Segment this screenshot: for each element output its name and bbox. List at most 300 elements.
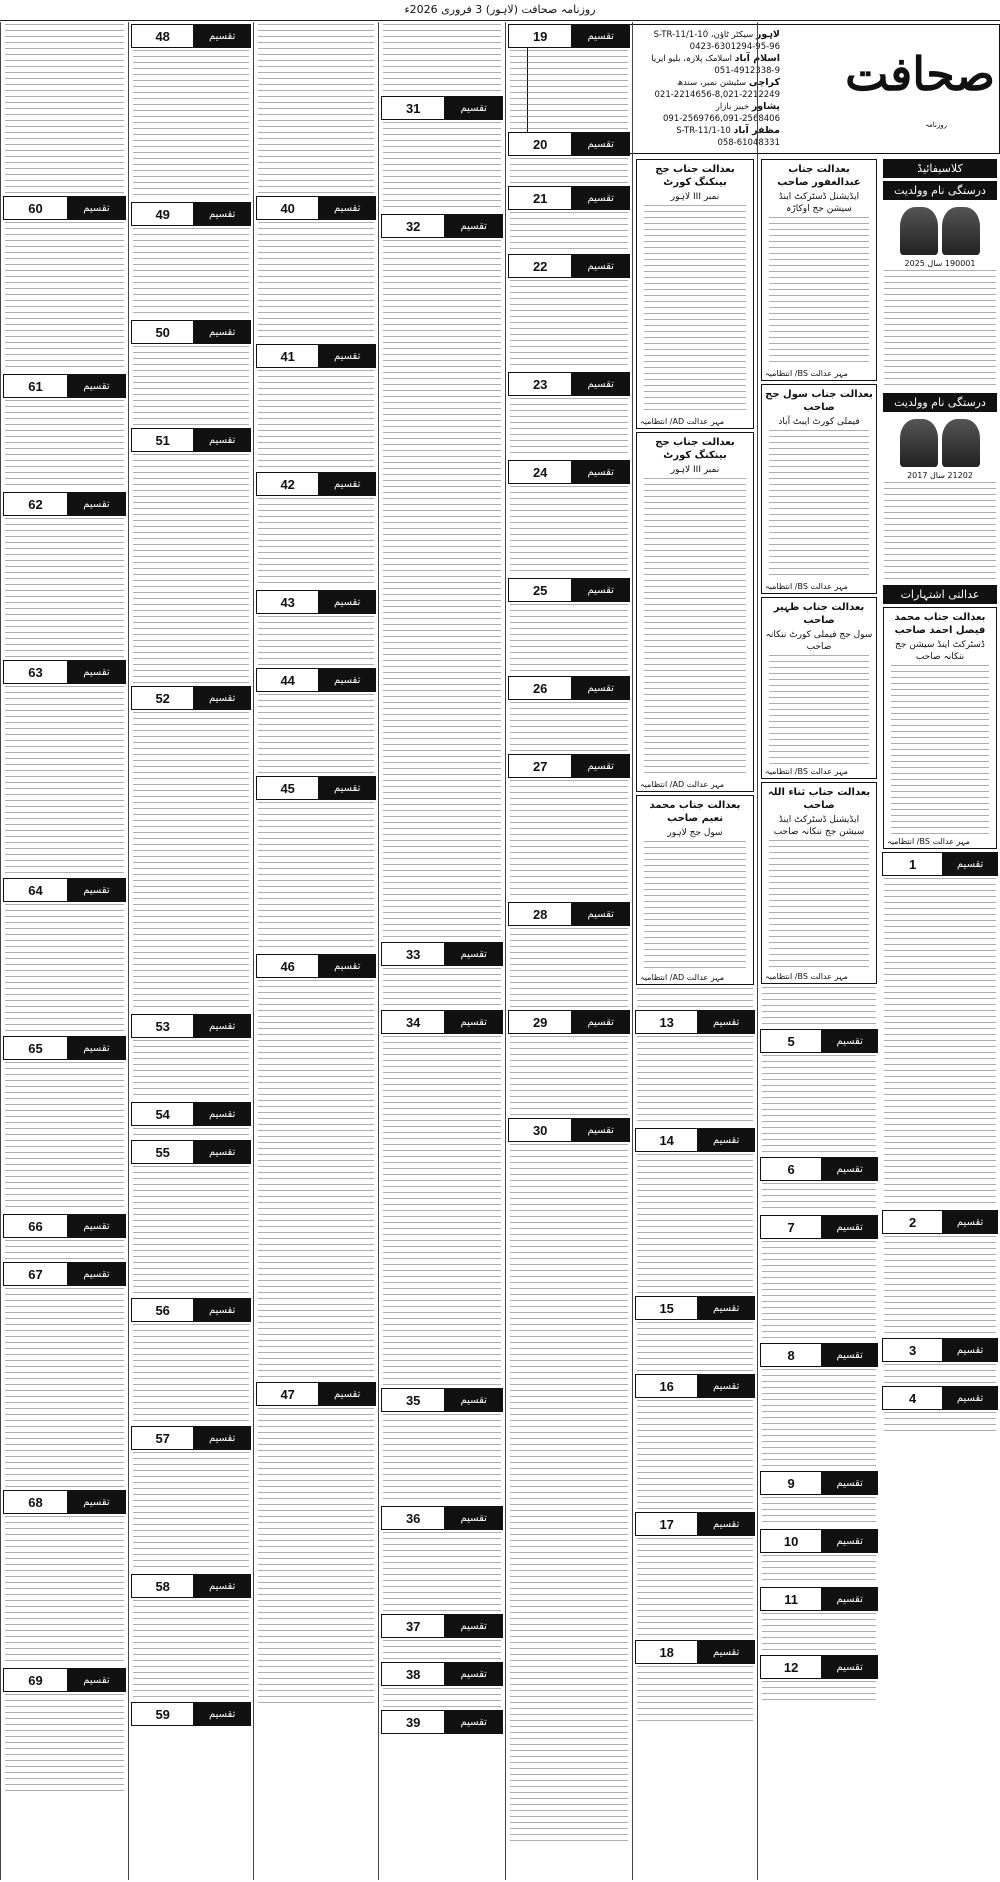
body-text: [884, 1236, 996, 1336]
item-number: 20: [509, 133, 572, 155]
court-ad-title: بعدالت جناب عبدالغفور صاحب: [777, 164, 861, 188]
item-number: 24: [509, 461, 572, 483]
item-tag: [508, 460, 630, 484]
court-ad: [761, 384, 877, 594]
item-number: 55: [132, 1141, 194, 1163]
body-text: [510, 1144, 628, 1844]
item-number: 18: [636, 1641, 698, 1663]
item-number: 27: [509, 755, 572, 777]
item-tag: [256, 776, 376, 800]
court-ad-title: بعدالت جناب محمد فیصل احمد صاحب: [894, 612, 986, 636]
item-tag: [256, 1382, 376, 1406]
body-text: [762, 1497, 876, 1527]
item-number: 36: [382, 1507, 445, 1529]
item-label: تقسیم: [572, 1011, 629, 1033]
item-label: تقسیم: [194, 429, 250, 451]
body-text: [133, 228, 249, 318]
item-tag: [131, 428, 251, 452]
body-text: [258, 498, 374, 588]
court-ad-title: بعدالت جناب محمد نعیم صاحب: [649, 800, 741, 824]
item-tag: [256, 590, 376, 614]
item-tag: [508, 132, 630, 156]
item-number: 69: [4, 1669, 68, 1691]
court-ad-subtitle: سول جج لاہور: [667, 828, 723, 838]
item-number: 52: [132, 687, 194, 709]
court-ad-signature: مہر عدالت AD/ انتظامیہ: [640, 780, 725, 789]
body-text: [383, 1640, 501, 1660]
body-text: [510, 604, 628, 674]
item-number: 47: [257, 1383, 319, 1405]
item-tag: [760, 1215, 878, 1239]
item-tag: [3, 492, 126, 516]
photo-pair-1: [880, 203, 1000, 259]
photo-caption-1: 190001 سال 2025: [904, 259, 976, 268]
item-tag: [381, 1710, 503, 1734]
item-tag: [760, 1655, 878, 1679]
item-label: تقسیم: [68, 1491, 125, 1513]
item-number: 51: [132, 429, 194, 451]
column-4: [505, 22, 632, 1880]
item-tag: [3, 1490, 126, 1514]
item-tag: [882, 852, 998, 876]
item-label: تقسیم: [822, 1216, 877, 1238]
item-number: 17: [636, 1513, 698, 1535]
item-tag: [635, 1128, 755, 1152]
item-label: تقسیم: [194, 1141, 250, 1163]
item-number: 10: [761, 1530, 822, 1552]
court-ad-subtitle: ایڈیشنل ڈسٹرکٹ اینڈ سیشن جج اوکاڑہ: [778, 192, 860, 214]
court-ad-signature: مہر عدالت BS/ انتظامیہ: [765, 582, 848, 591]
court-ad-subtitle: نمبر III لاہور: [670, 465, 720, 475]
column-7: [128, 22, 253, 1880]
item-label: تقسیم: [822, 1158, 877, 1180]
body-text: [5, 686, 124, 876]
body-text: [5, 518, 124, 658]
item-tag: [256, 472, 376, 496]
office-city: مظفر آباد: [733, 125, 780, 136]
body-text: [762, 1555, 876, 1585]
item-tag: [131, 686, 251, 710]
item-label: تقسیم: [445, 1011, 502, 1033]
item-tag: [381, 942, 503, 966]
court-ad-signature: مہر عدالت AD/ انتظامیہ: [640, 973, 725, 982]
office-line: 021-2214656-8,021-2212249: [654, 90, 780, 100]
item-label: تقسیم: [445, 215, 502, 237]
item-number: 12: [761, 1656, 822, 1678]
item-label: تقسیم: [572, 579, 629, 601]
item-number: 22: [509, 255, 572, 277]
item-tag: [131, 1426, 251, 1450]
item-label: تقسیم: [68, 1215, 125, 1237]
item-number: 53: [132, 1015, 194, 1037]
body-text: [5, 1694, 124, 1794]
body-text: [133, 346, 249, 426]
item-label: تقسیم: [194, 1575, 250, 1597]
item-number: 3: [883, 1339, 943, 1361]
court-ad-subtitle: ایڈیشنل ڈسٹرکٹ اینڈ سیشن جج ننکانہ صاحب: [773, 815, 865, 837]
item-tag: [635, 1640, 755, 1664]
body-text: [762, 1055, 876, 1155]
body-text: [258, 1408, 374, 1708]
item-tag: [131, 1102, 251, 1126]
item-number: 4: [883, 1387, 943, 1409]
item-number: 41: [257, 345, 319, 367]
item-number: 60: [4, 197, 68, 219]
body-text: [644, 478, 746, 778]
item-tag: [508, 754, 630, 778]
item-label: تقسیم: [445, 1507, 502, 1529]
body-text: [510, 398, 628, 458]
item-label: تقسیم: [822, 1656, 877, 1678]
office-line: خیبر بازار: [715, 102, 750, 112]
body-text: [884, 1412, 996, 1432]
court-ad-title: بعدالت جناب ثناء اللہ صاحب: [767, 787, 871, 811]
item-tag: [131, 1574, 251, 1598]
item-tag: [256, 954, 376, 978]
body-text: [5, 222, 124, 372]
item-number: 16: [636, 1375, 698, 1397]
item-tag: [131, 320, 251, 344]
item-tag: [3, 374, 126, 398]
item-label: تقسیم: [319, 955, 375, 977]
office-line: 10-S-TR-11/1: [676, 126, 731, 136]
body-text: [258, 694, 374, 774]
item-tag: [508, 1118, 630, 1142]
office-line: 058-61048331: [717, 138, 780, 148]
item-tag: [256, 344, 376, 368]
item-label: تقسیم: [68, 1263, 125, 1285]
office-line: سٹیشن نمبر، سندھ: [677, 78, 747, 88]
item-label: تقسیم: [319, 197, 375, 219]
body-text: [133, 1600, 249, 1700]
item-number: 38: [382, 1663, 445, 1685]
item-label: تقسیم: [68, 879, 125, 901]
item-label: تقسیم: [445, 1663, 502, 1685]
page-top-line: روزنامہ صحافت (لاہور) 3 فروری 2026ء: [0, 0, 1000, 21]
item-tag: [635, 1512, 755, 1536]
item-tag: [760, 1157, 878, 1181]
item-label: تقسیم: [822, 1030, 877, 1052]
item-tag: [131, 1140, 251, 1164]
item-label: تقسیم: [572, 903, 629, 925]
item-number: 32: [382, 215, 445, 237]
item-label: تقسیم: [319, 777, 375, 799]
item-label: تقسیم: [698, 1011, 754, 1033]
body-text: [383, 1036, 501, 1386]
item-tag: [381, 1010, 503, 1034]
court-ad: [636, 795, 754, 985]
body-text: [5, 400, 124, 490]
court-ad: [761, 597, 877, 779]
body-text: [133, 454, 249, 684]
item-label: تقسیم: [194, 1015, 250, 1037]
court-ad-title: بعدالت جناب جج بینکنگ کورٹ: [655, 164, 735, 188]
item-label: تقسیم: [822, 1588, 877, 1610]
item-label: تقسیم: [572, 373, 629, 395]
item-label: تقسیم: [943, 1339, 997, 1361]
body-text: [769, 430, 869, 580]
body-text: [383, 240, 501, 940]
body-text: [769, 217, 869, 367]
body-text: [884, 878, 996, 1208]
body-text: [510, 486, 628, 576]
item-number: 15: [636, 1297, 698, 1319]
item-tag: [131, 1298, 251, 1322]
item-number: 2: [883, 1211, 943, 1233]
item-label: تقسیم: [194, 25, 250, 47]
item-label: تقسیم: [698, 1513, 754, 1535]
item-label: تقسیم: [445, 1711, 502, 1733]
item-number: 29: [509, 1011, 572, 1033]
column-8: [0, 22, 128, 1880]
body-text: [891, 665, 989, 835]
item-label: تقسیم: [194, 1427, 250, 1449]
item-number: 40: [257, 197, 319, 219]
newspaper-logo: صحافت: [845, 47, 995, 101]
body-text: [510, 50, 628, 130]
item-label: تقسیم: [943, 1387, 997, 1409]
body-text: [644, 841, 746, 971]
item-label: تقسیم: [445, 1389, 502, 1411]
item-label: تقسیم: [572, 677, 629, 699]
office-city: کراچی: [748, 77, 780, 88]
body-text: [133, 712, 249, 1012]
item-label: تقسیم: [572, 1119, 629, 1141]
body-text: [258, 616, 374, 666]
office-line: اسلامک پلازہ، بلیو ایریا: [651, 54, 732, 64]
court-ad-title: بعدالت جناب سول جج صاحب: [765, 389, 873, 413]
body-text: [510, 928, 628, 1008]
item-number: 67: [4, 1263, 68, 1285]
body-text: [258, 222, 374, 342]
item-number: 56: [132, 1299, 194, 1321]
body-text: [5, 24, 124, 194]
item-tag: [508, 676, 630, 700]
body-text: [5, 1516, 124, 1666]
court-ads-header: عدالتی اشتہارات: [883, 585, 997, 604]
item-number: 39: [382, 1711, 445, 1733]
court-ad-subtitle: فیملی کورٹ ایبٹ آباد: [778, 417, 860, 427]
item-number: 64: [4, 879, 68, 901]
item-label: تقسیم: [194, 203, 250, 225]
item-number: 42: [257, 473, 319, 495]
body-text: [133, 50, 249, 200]
body-text: [383, 122, 501, 212]
item-label: تقسیم: [68, 661, 125, 683]
item-label: تقسیم: [68, 1669, 125, 1691]
item-number: 13: [636, 1011, 698, 1033]
body-text: [133, 1040, 249, 1100]
body-text: [637, 1400, 753, 1510]
item-tag: [760, 1529, 878, 1553]
item-label: تقسیم: [822, 1530, 877, 1552]
item-label: تقسیم: [572, 461, 629, 483]
item-number: 30: [509, 1119, 572, 1141]
item-tag: [635, 1010, 755, 1034]
office-line: 051-4912338-9: [714, 66, 780, 76]
person-photo: [942, 207, 980, 255]
item-tag: [508, 578, 630, 602]
item-number: 31: [382, 97, 445, 119]
item-tag: [3, 1262, 126, 1286]
item-tag: [3, 878, 126, 902]
item-number: 33: [382, 943, 445, 965]
court-ad: [636, 432, 754, 792]
item-number: 50: [132, 321, 194, 343]
item-tag: [882, 1338, 998, 1362]
item-number: 8: [761, 1344, 822, 1366]
court-ad-title: بعدالت جناب جج بینکنگ کورٹ: [655, 437, 735, 461]
item-label: تقسیم: [319, 473, 375, 495]
item-tag: [508, 372, 630, 396]
body-text: [637, 1538, 753, 1638]
item-label: تقسیم: [194, 1703, 250, 1725]
item-tag: [3, 196, 126, 220]
item-label: تقسیم: [572, 187, 629, 209]
court-ad-subtitle: نمبر III لاہور: [670, 192, 720, 202]
item-number: 1: [883, 853, 943, 875]
body-text: [637, 1666, 753, 1726]
item-label: تقسیم: [698, 1129, 754, 1151]
item-number: 34: [382, 1011, 445, 1033]
item-label: تقسیم: [445, 1615, 502, 1637]
body-text: [133, 1324, 249, 1424]
item-label: تقسیم: [319, 1383, 375, 1405]
item-number: 25: [509, 579, 572, 601]
item-number: 21: [509, 187, 572, 209]
court-ad-title: بعدالت جناب ظہیر صاحب: [773, 602, 865, 626]
person-photo: [900, 419, 938, 467]
item-label: تقسیم: [822, 1344, 877, 1366]
item-tag: [131, 202, 251, 226]
item-number: 44: [257, 669, 319, 691]
logo-tagline: روزنامہ: [924, 121, 948, 129]
classified-header: کلاسیفائیڈ: [883, 159, 997, 178]
item-number: 23: [509, 373, 572, 395]
body-text: [510, 1036, 628, 1116]
body-text: [637, 988, 753, 1008]
item-label: تقسیم: [572, 255, 629, 277]
item-label: تقسیم: [68, 197, 125, 219]
item-label: تقسیم: [572, 755, 629, 777]
item-number: 48: [132, 25, 194, 47]
item-number: 49: [132, 203, 194, 225]
item-label: تقسیم: [68, 1037, 125, 1059]
item-label: تقسیم: [822, 1472, 877, 1494]
item-label: تقسیم: [68, 375, 125, 397]
body-text: [133, 1452, 249, 1572]
court-ad-signature: مہر عدالت AD/ انتظامیہ: [640, 417, 725, 426]
person-photo: [900, 207, 938, 255]
body-text: [510, 280, 628, 370]
body-text: [258, 24, 374, 194]
body-text: [762, 1369, 876, 1469]
item-label: تقسیم: [445, 97, 502, 119]
item-tag: [256, 668, 376, 692]
item-tag: [508, 186, 630, 210]
item-tag: [508, 1010, 630, 1034]
item-number: 63: [4, 661, 68, 683]
court-ad-subtitle: سول جج فیملی کورٹ ننکانہ صاحب: [765, 630, 873, 652]
item-number: 5: [761, 1030, 822, 1052]
office-city: لاہور: [755, 29, 780, 40]
body-text: [258, 980, 374, 1380]
item-tag: [882, 1210, 998, 1234]
item-number: 59: [132, 1703, 194, 1725]
item-number: 58: [132, 1575, 194, 1597]
office-line: 0423-6301294-95-96: [689, 42, 780, 52]
body-text: [510, 780, 628, 900]
item-number: 54: [132, 1103, 194, 1125]
column-6: [253, 22, 378, 1880]
item-tag: [3, 1214, 126, 1238]
name-correction-header-2: درستگی نام وولدیت: [883, 393, 997, 412]
body-text: [884, 270, 996, 390]
item-tag: [882, 1386, 998, 1410]
item-tag: [256, 196, 376, 220]
body-text: [133, 1166, 249, 1296]
item-tag: [760, 1471, 878, 1495]
item-number: 19: [509, 25, 572, 47]
item-label: تقسیم: [943, 1211, 997, 1233]
body-text: [5, 904, 124, 1034]
newspaper-page: [0, 22, 1000, 1880]
person-photo: [942, 419, 980, 467]
court-ad: [761, 159, 877, 381]
item-number: 28: [509, 903, 572, 925]
item-tag: [381, 1614, 503, 1638]
body-text: [762, 987, 876, 1027]
item-tag: [760, 1029, 878, 1053]
body-text: [884, 1364, 996, 1384]
item-tag: [508, 254, 630, 278]
body-text: [769, 655, 869, 765]
item-label: تقسیم: [698, 1641, 754, 1663]
item-label: تقسیم: [572, 25, 629, 47]
court-ad-signature: مہر عدالت BS/ انتظامیہ: [887, 837, 970, 846]
item-label: تقسیم: [194, 321, 250, 343]
item-number: 66: [4, 1215, 68, 1237]
item-number: 7: [761, 1216, 822, 1238]
item-tag: [3, 1668, 126, 1692]
body-text: [383, 1532, 501, 1612]
body-text: [383, 24, 501, 94]
item-label: تقسیم: [68, 493, 125, 515]
item-label: تقسیم: [319, 345, 375, 367]
office-line: 091-2569766,091-2568406: [663, 114, 780, 124]
item-number: 35: [382, 1389, 445, 1411]
court-ad: [883, 607, 997, 849]
item-number: 68: [4, 1491, 68, 1513]
court-ad: [636, 159, 754, 429]
item-number: 6: [761, 1158, 822, 1180]
body-text: [383, 1414, 501, 1504]
photo-pair-2: [880, 415, 1000, 471]
item-number: 26: [509, 677, 572, 699]
item-tag: [131, 1014, 251, 1038]
item-number: 62: [4, 493, 68, 515]
item-number: 46: [257, 955, 319, 977]
photo-caption-2: 21202 سال 2017: [907, 471, 973, 480]
body-text: [637, 1322, 753, 1372]
body-text: [5, 1288, 124, 1488]
body-text: [5, 1240, 124, 1260]
item-tag: [381, 96, 503, 120]
column-2: [757, 22, 880, 1880]
body-text: [644, 205, 746, 415]
column-3: [632, 22, 757, 1880]
item-label: تقسیم: [698, 1375, 754, 1397]
